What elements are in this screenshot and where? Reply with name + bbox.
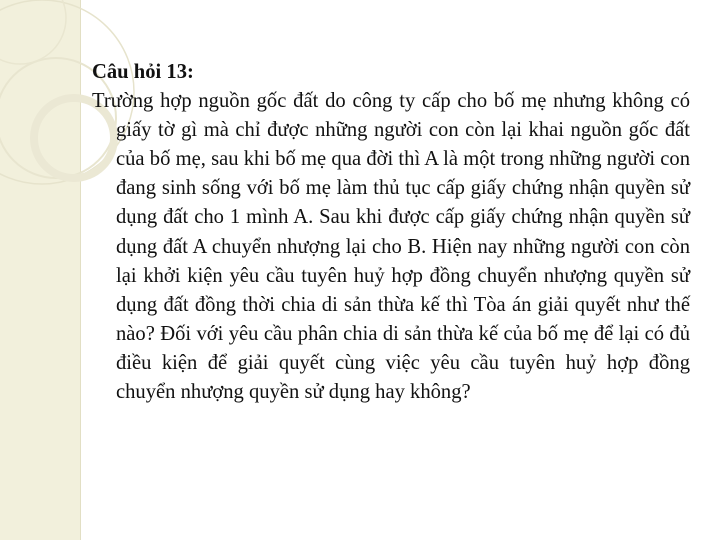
slide-content xyxy=(92,58,690,407)
question-body: Trường hợp nguồn gốc đất do công ty cấp cho bố mẹ nhưng không có giấy tờ gì mà chỉ được những người con còn lại khai nguồn gốc đất của bố mẹ, sau khi bố mẹ qua đời thì A là một trong những người con đang sinh sống với bố mẹ làm thủ tục cấp giấy chứng nhận quyền sử dụng đất cho 1 mình A. Sau khi được cấp giấy chứng nhận quyền sử dụng đất A chuyển nhượng lại cho B. Hiện nay những người con còn lại khởi kiện yêu cầu tuyên huỷ hợp đồng chuyển nhượng quyền sử dụng đất đồng thời chia di sản thừa kế thì Tòa án giải quyết như thế nào? Đối với yêu cầu phân chia di sản thừa kế của bố mẹ để lại có đủ điều kiện để giải quyết cùng việc yêu cầu tuyên huỷ hợp đồng chuyển nhượng quyền sử dụng hay không? xyxy=(92,90,690,404)
question-title: Câu hỏi 13: xyxy=(92,61,194,83)
side-panel xyxy=(0,0,81,540)
